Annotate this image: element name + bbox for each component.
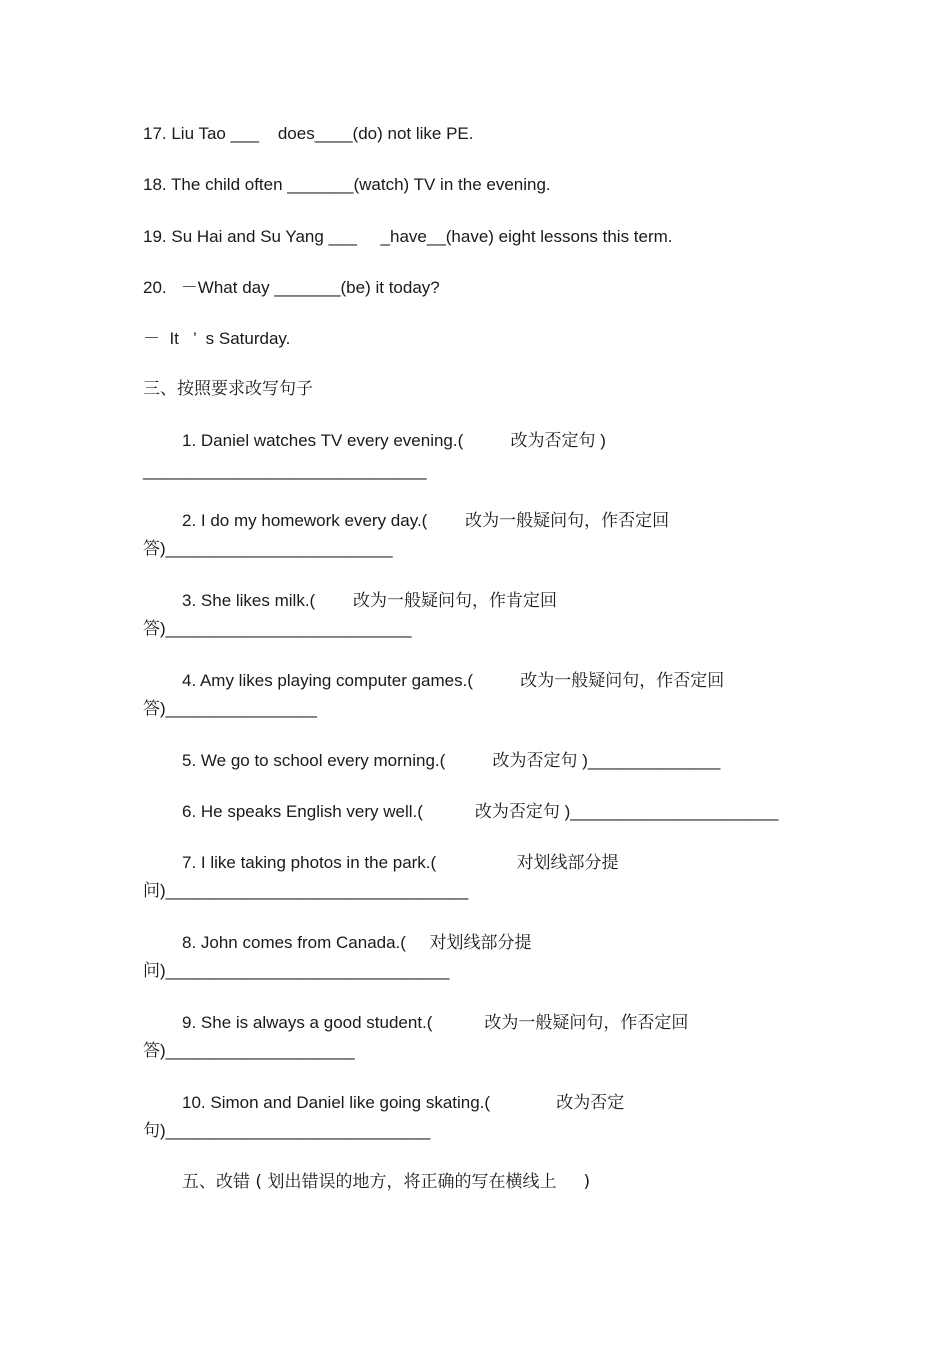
rewrite-item-6-prompt: 6. He speaks English very well.( 改为否定句 )______________________ (182, 802, 779, 821)
exercise-18: 18. The child often _______(watch) TV in the evening. (143, 175, 551, 194)
rewrite-item-3-answer-line: 答)__________________________ (143, 619, 412, 638)
rewrite-item-5-prompt: 5. We go to school every morning.( 改为否定句 )______________ (182, 751, 721, 770)
rewrite-item-3-prompt: 3. She likes milk.( 改为一般疑问句，作肯定回 (182, 591, 557, 610)
rewrite-item-9-answer-line: 答)____________________ (143, 1041, 355, 1060)
rewrite-item-2-answer-line: 答)________________________ (143, 539, 393, 558)
rewrite-item-9-prompt: 9. She is always a good student.( 改为一般疑问句，作否定回 (182, 1013, 689, 1032)
rewrite-item-1-prompt: 1. Daniel watches TV every evening.( 改为否定句 ) (182, 431, 606, 450)
exercise-20: 20. －What day _______(be) it today? (143, 278, 440, 297)
rewrite-item-7-prompt: 7. I like taking photos in the park.( 对划线部分提 (182, 853, 619, 872)
rewrite-item-8-answer-line: 问)______________________________ (143, 961, 450, 980)
rewrite-item-7-answer-line: 问)________________________________ (143, 881, 469, 900)
rewrite-item-10-prompt: 10. Simon and Daniel like going skating.( 改为否定 (182, 1093, 625, 1112)
section-5-heading: 五、改错 ( 划出错误的地方，将正确的写在横线上 ) (182, 1172, 591, 1192)
exercise-20-answer: － It ’ s Saturday. (143, 329, 291, 348)
section-3-heading: 三、按照要求改写句子 (143, 379, 313, 399)
rewrite-item-4-answer-line: 答)________________ (143, 699, 317, 718)
rewrite-item-8-prompt: 8. John comes from Canada.( 对划线部分提 (182, 933, 532, 952)
rewrite-item-2-prompt: 2. I do my homework every day.( 改为一般疑问句，作否定回 (182, 511, 670, 530)
exercise-17: 17. Liu Tao ___ does____(do) not like PE. (143, 124, 474, 143)
rewrite-item-4-prompt: 4. Amy likes playing computer games.( 改为一般疑问句，作否定回 (182, 671, 725, 690)
rewrite-item-10-answer-line: 句)____________________________ (143, 1121, 431, 1140)
rewrite-item-1-answer-line: ______________________________ (143, 461, 427, 480)
exercise-19: 19. Su Hai and Su Yang ___ _have__(have) eight lessons this term. (143, 227, 673, 246)
